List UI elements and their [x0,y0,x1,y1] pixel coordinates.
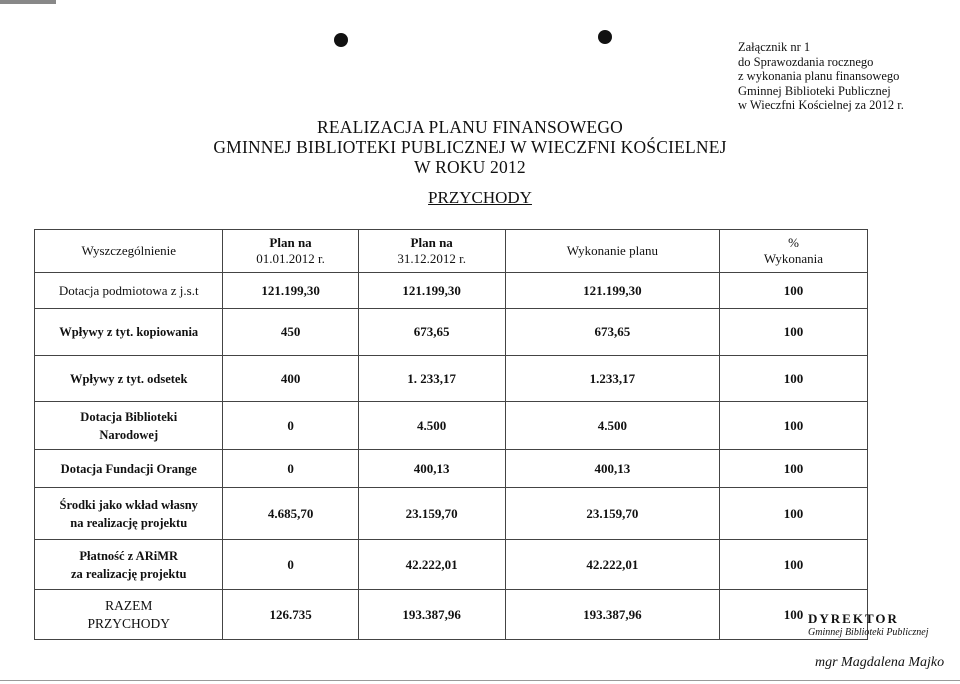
signature: mgr Magdalena Majko [815,655,945,670]
table-row [35,273,868,309]
percent-value: 100 [719,488,867,540]
plan-start-value: 4.685,70 [223,488,358,540]
title-line: REALIZACJA PLANU FINANSOWEGO [316,117,623,137]
table-row [35,540,868,590]
table-row [35,450,868,488]
plan-start-value: 450 [223,309,358,356]
attachment-line: w Wieczfni Kościelnej za 2012 r. [738,98,904,112]
percent-value: 100 [719,450,867,488]
attachment-line: Załącznik nr 1 [738,40,811,54]
stamp-institution: Gminnej Biblioteki Publicznej [808,627,929,638]
plan-end-value: 42.222,01 [358,540,505,590]
header-plan-start: Plan na 01.01.2012 r. [223,230,358,273]
title-line: W ROKU 2012 [414,157,526,177]
execution-value: 23.159,70 [505,488,719,540]
top-edge-mark [0,0,56,4]
punch-hole-right [598,30,612,44]
plan-start-value: 121.199,30 [223,273,358,309]
plan-end-value: 23.159,70 [358,488,505,540]
execution-value: 121.199,30 [505,273,719,309]
percent-value: 100 [719,590,867,640]
execution-value: 1.233,17 [505,356,719,402]
row-label: Wpływy z tyt. kopiowania [35,309,223,356]
row-label: Wpływy z tyt. odsetek [35,356,223,402]
plan-start-value: 0 [223,450,358,488]
plan-end-value: 193.387,96 [358,590,505,640]
table-row [35,356,868,402]
attachment-line: Gminnej Biblioteki Publicznej [738,83,891,98]
plan-end-value: 673,65 [358,309,505,356]
execution-value: 42.222,01 [505,540,719,590]
plan-start-value: 126.735 [223,590,358,640]
execution-value: 400,13 [505,450,719,488]
execution-value: 193.387,96 [505,590,719,640]
table-row [35,488,868,540]
table-row [35,402,868,450]
execution-value: 673,65 [505,309,719,356]
row-label: Środki jako wkład własny na realizację projektu [35,488,223,540]
header-plan-end: Plan na 31.12.2012 r. [358,230,505,273]
stamp-title: DYREKTOR [808,611,899,626]
plan-start-value: 0 [223,402,358,450]
plan-end-value: 121.199,30 [358,273,505,309]
row-label: Dotacja Fundacji Orange [35,450,223,488]
table-row-total [35,590,868,640]
director-stamp [808,612,929,640]
document-title [150,117,790,177]
row-label: Dotacja podmiotowa z j.s.t [35,273,223,309]
row-label: Dotacja Biblioteki Narodowej [35,402,223,450]
percent-value: 100 [719,309,867,356]
plan-start-value: 400 [223,356,358,402]
table-header-row [35,230,868,273]
percent-value: 100 [719,402,867,450]
revenue-table [34,229,868,640]
bottom-rule [0,680,960,681]
header-description: Wyszczególnienie [35,230,223,273]
plan-start-value: 0 [223,540,358,590]
title-line: GMINNEJ BIBLIOTEKI PUBLICZNEJ W WIECZFNI KOŚCIELNEJ [213,137,727,157]
row-label: Płatność z ARiMR za realizację projektu [35,540,223,590]
header-execution: Wykonanie planu [505,230,719,273]
header-percent: % Wykonania [719,230,867,273]
attachment-line: z wykonania planu finansowego [738,69,900,83]
plan-end-value: 400,13 [358,450,505,488]
attachment-line: do Sprawozdania rocznego [738,54,874,69]
section-heading: PRZYCHODY [428,188,532,207]
percent-value: 100 [719,540,867,590]
execution-value: 4.500 [505,402,719,450]
percent-value: 100 [719,356,867,402]
punch-hole-left [334,33,348,47]
table-row [35,309,868,356]
percent-value: 100 [719,273,867,309]
plan-end-value: 4.500 [358,402,505,450]
attachment-note [738,40,904,113]
plan-end-value: 1. 233,17 [358,356,505,402]
row-label: RAZEM PRZYCHODY [35,590,223,640]
